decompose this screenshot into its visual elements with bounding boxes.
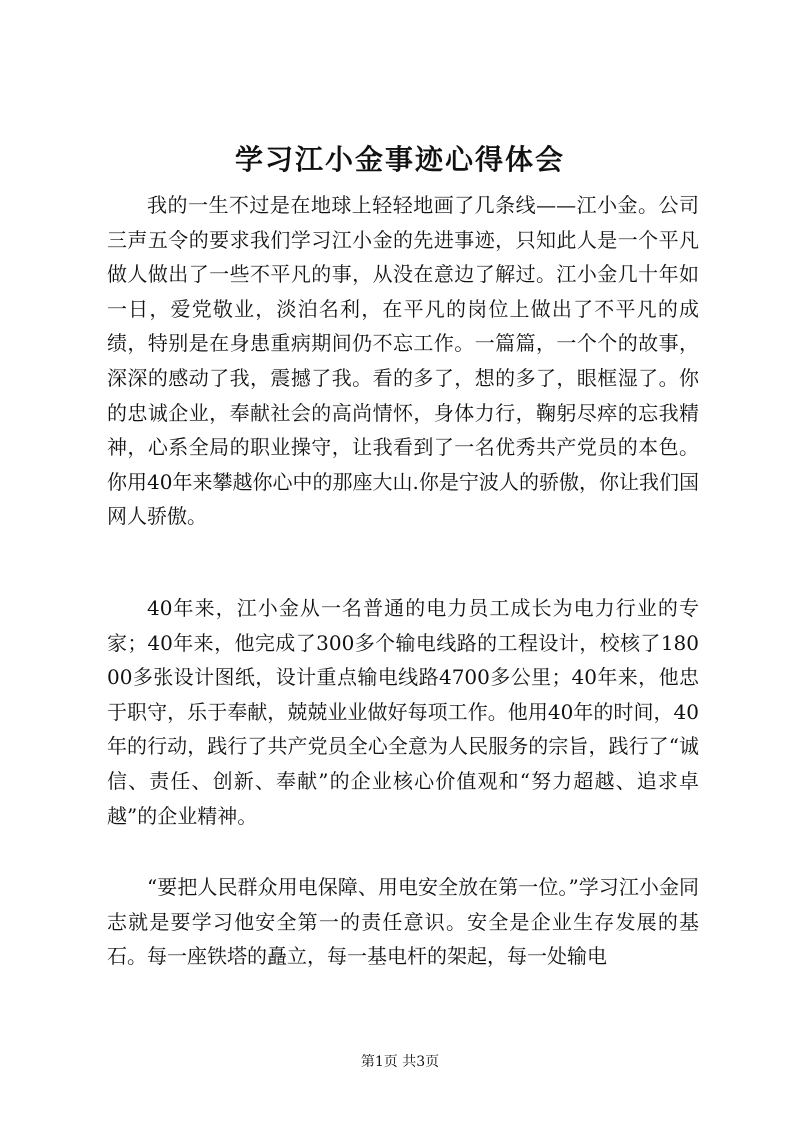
paragraph-1: 我的一生不过是在地球上轻轻地画了几条线——江小金。公司三声五令的要求我们学习江小金的先进事迹，只知此人是一个平凡做人做出了一些不平凡的事，从没在意边了解过。江小金几十年如一日，爱党敬业，淡泊名利，在平凡的岗位上做出了不平凡的成绩，特别是在身患重病期间仍不忘工作。一篇篇，一个个的故事，深深的感动了我，震撼了我。看的多了，想的多了，眼框湿了。你的忠诚企业，奉献社会的高尚情怀，身体力行，鞠躬尽瘁的忘我精神，心系全局的职业操守，让我看到了一名优秀共产党员的本色。你用40年来攀越你心中的那座大山.你是宁波人的骄傲，你让我们国网人骄傲。 [107,193,699,529]
paragraph-2: 40年来，江小金从一名普通的电力员工成长为电力行业的专家；40年来，他完成了300多个输电线路的工程设计，校核了18000多张设计图纸，设计重点输电线路4700多公里；40年来，他忠于职守，乐于奉献，兢兢业业做好每项工作。他用40年的时间，40年的行动，践行了共产党员全心全意为人民服务的宗旨，践行了“诚信、责任、创新、奉献”的企业核心价值观和“努力超越、追求卓越”的企业精神。 [107,596,699,828]
page-footer: 第1页 共3页 [360,1054,440,1070]
paragraph-3: “要把人民群众用电保障、用电安全放在第一位。”学习江小金同志就是要学习他安全第一的责任意识。安全是企业生存发展的基石。每一座铁塔的矗立，每一基电杆的架起，每一处输电 [107,875,699,969]
page-title: 学习江小金事迹心得体会 [234,143,565,176]
